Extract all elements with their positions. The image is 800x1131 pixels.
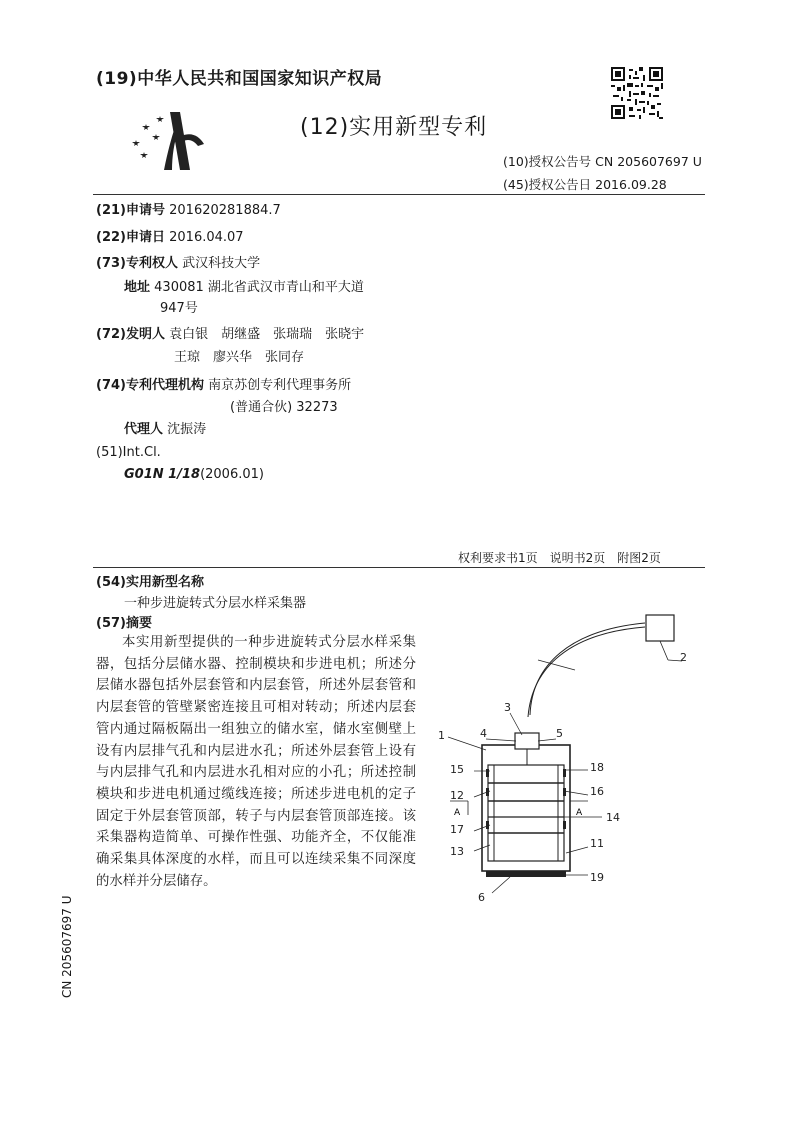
application-number: 201620281884.7 bbox=[169, 203, 281, 218]
label-18: 18 bbox=[590, 761, 604, 774]
label-11: 11 bbox=[590, 837, 604, 850]
grant-number: CN 205607697 U bbox=[595, 154, 702, 169]
label-13: 13 bbox=[450, 845, 464, 858]
label-3: 3 bbox=[504, 701, 511, 714]
side-publication-number: CN 205607697 U bbox=[60, 895, 74, 998]
inventors-line-1: 袁白银 胡继盛 张瑞瑞 张晓宇 bbox=[169, 327, 365, 342]
inventors-row bbox=[96, 323, 364, 342]
label-1: 1 bbox=[438, 729, 445, 742]
int-cl-version: (2006.01) bbox=[200, 467, 264, 482]
abstract-text: 本实用新型提供的一种步进旋转式分层水样采集器，包括分层储水器、控制模块和步进电机；所述分层储水器包括外层套管和内层套管，所述外层套管和内层套管的管壁紧密连接且可相对转动；所述内层套管内通过隔板隔出一组独立的储水室，储水室侧壁上设有内层排气孔和内层进水孔；所述外层套管上设有与内层排气孔和内层进水孔相对应的小孔；所述控制模块和步进电机通过缆线连接；所述步进电机的定子固定于外层套管顶部，转子与内层套管顶部连接。该采集器构造简单、可操作性强、功能齐全，不仅能准确采集具体深度的水样，而且可以连续采集不同深度的水样并分层储存。 bbox=[96, 635, 416, 889]
header-divider bbox=[93, 194, 705, 195]
label-4: 4 bbox=[480, 727, 487, 740]
label-17: 17 bbox=[450, 823, 464, 836]
address-row bbox=[124, 276, 364, 295]
label-15: 15 bbox=[450, 763, 464, 776]
inventors-label: (72)发明人 bbox=[96, 327, 165, 342]
agent: 沈振涛 bbox=[167, 422, 207, 437]
cable-line bbox=[530, 623, 645, 715]
label-16: 16 bbox=[590, 785, 604, 798]
agency-line-1: 南京苏创专利代理事务所 bbox=[208, 378, 352, 393]
abstract-label: (57)摘要 bbox=[96, 616, 152, 631]
agency-label: (74)专利代理机构 bbox=[96, 378, 204, 393]
base-weight bbox=[486, 871, 566, 877]
grant-number-row bbox=[503, 152, 702, 170]
control-module-box bbox=[646, 615, 674, 641]
application-date-row bbox=[96, 226, 244, 245]
application-number-row bbox=[96, 199, 281, 218]
application-date-label: (22)申请日 bbox=[96, 230, 165, 245]
office-name: (19)中华人民共和国国家知识产权局 bbox=[96, 69, 383, 89]
section-mark-right: A bbox=[576, 808, 583, 818]
int-cl-row bbox=[124, 467, 264, 482]
abstract-figure bbox=[420, 605, 720, 905]
utility-name-label: (54)实用新型名称 bbox=[96, 575, 204, 590]
cable-line-2 bbox=[528, 627, 645, 717]
patentee: 武汉科技大学 bbox=[182, 256, 261, 271]
inner-sleeve bbox=[488, 765, 564, 861]
section-mark-left: A bbox=[454, 808, 461, 818]
page-counts: 权利要求书1页 说明书2页 附图2页 bbox=[458, 551, 661, 565]
utility-name: 一种步进旋转式分层水样采集器 bbox=[124, 596, 307, 611]
address-line-2: 947号 bbox=[160, 301, 198, 316]
label-14: 14 bbox=[606, 811, 620, 824]
label-6: 6 bbox=[478, 891, 485, 904]
agent-label: 代理人 bbox=[124, 422, 164, 437]
address-label: 地址 bbox=[124, 280, 151, 295]
label-19: 19 bbox=[590, 871, 604, 884]
int-cl-label: (51)Int.Cl. bbox=[96, 445, 161, 460]
inventors-line-2: 王琼 廖兴华 张同存 bbox=[174, 350, 305, 365]
label-2: 2 bbox=[680, 651, 687, 664]
document-type: (12)实用新型专利 bbox=[300, 115, 488, 140]
agent-row bbox=[124, 418, 206, 437]
stepper-motor bbox=[515, 733, 539, 749]
grant-date-label: (45)授权公告日 bbox=[503, 177, 592, 192]
patentee-label: (73)专利权人 bbox=[96, 256, 178, 271]
label-5: 5 bbox=[556, 727, 563, 740]
patentee-row bbox=[96, 252, 260, 271]
grant-date: 2016.09.28 bbox=[595, 177, 667, 192]
application-number-label: (21)申请号 bbox=[96, 203, 165, 218]
label-12: 12 bbox=[450, 789, 464, 802]
agency-row bbox=[96, 374, 351, 393]
address-line-1: 430081 湖北省武汉市青山和平大道 bbox=[154, 280, 364, 295]
cnipa-logo bbox=[128, 100, 208, 180]
grant-number-label: (10)授权公告号 bbox=[503, 154, 592, 169]
section-divider bbox=[93, 567, 705, 568]
int-cl-code: G01N 1/18 bbox=[124, 467, 201, 482]
agency-line-2: (普通合伙) 32273 bbox=[230, 400, 338, 415]
application-date: 2016.04.07 bbox=[169, 230, 244, 245]
grant-date-row bbox=[503, 175, 667, 193]
qr-code bbox=[611, 67, 663, 119]
